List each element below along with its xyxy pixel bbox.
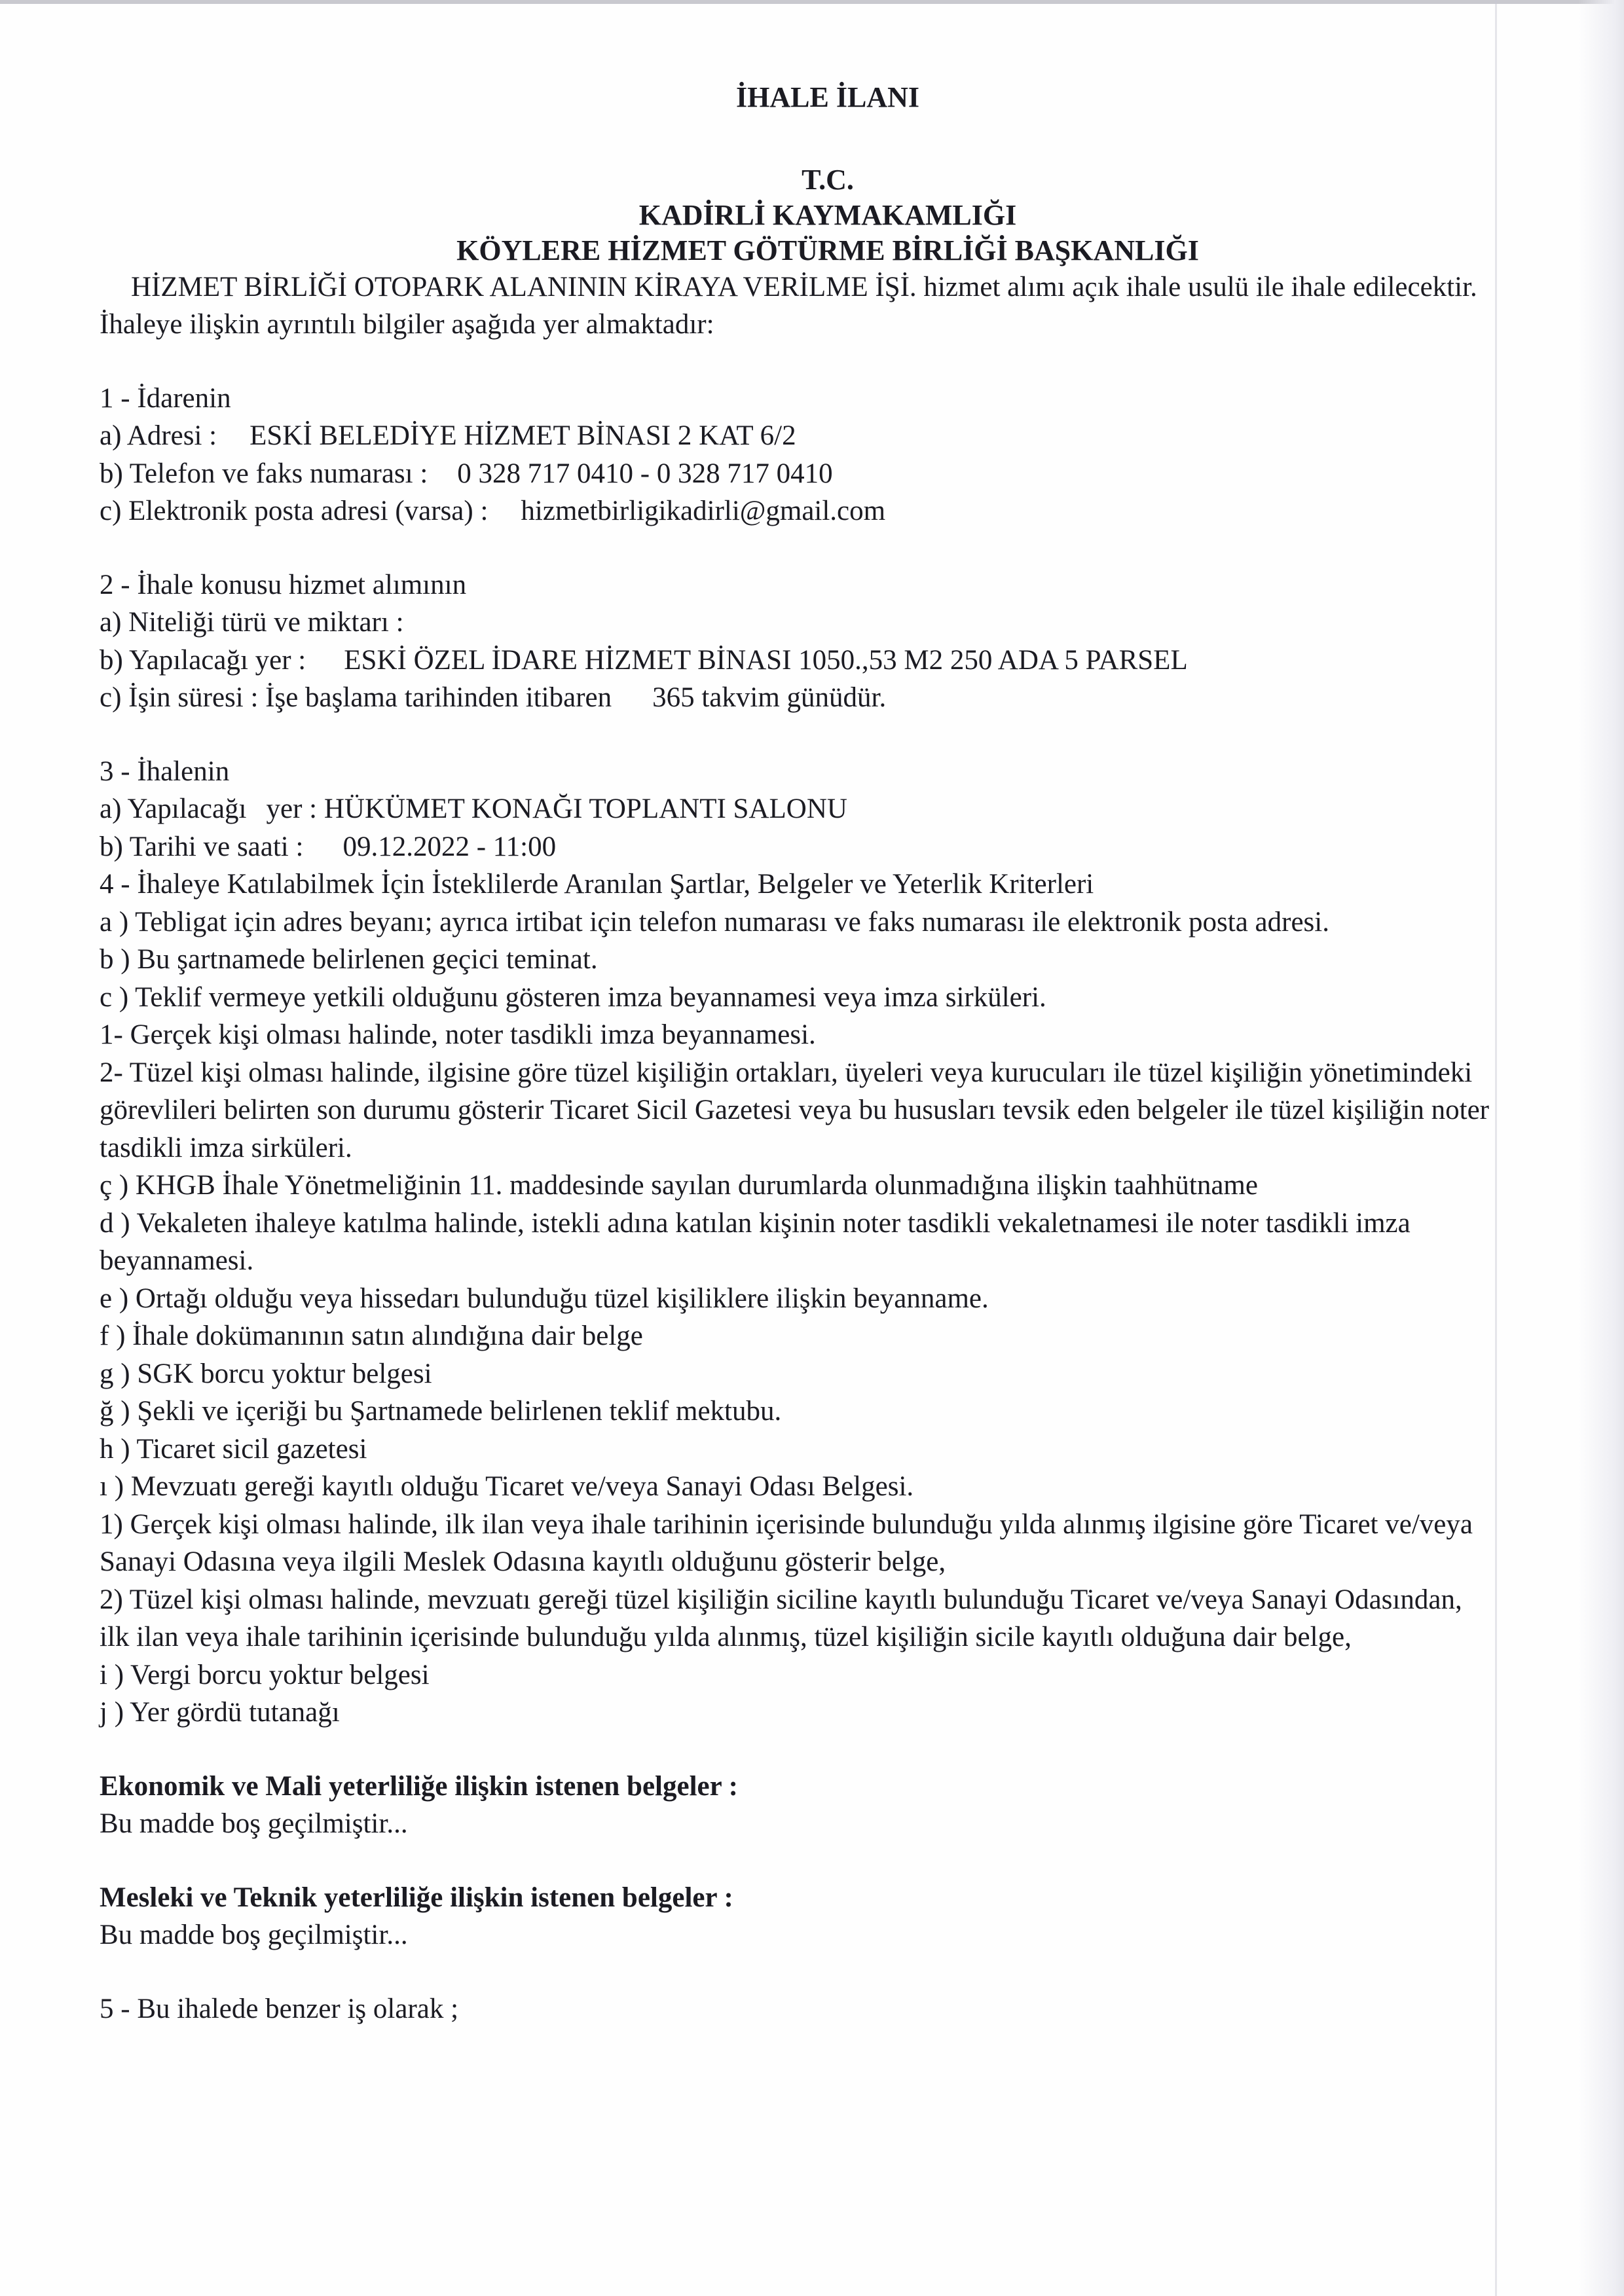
ihale-tarih-row — [100, 828, 1494, 866]
hizmet-yer-row — [100, 642, 1494, 680]
ekonomik-text: Bu madde boş geçilmiştir... — [100, 1808, 408, 1839]
idare-address-value: ESKİ BELEDİYE HİZMET BİNASI 2 KAT 6/2 — [249, 420, 796, 451]
kriter-item: d ) Vekaleten ihaleye katılma halinde, istekli adına katılan kişinin noter tasdikli vekaletnamesi ile noter tasdikli imza beyannamesi. — [100, 1207, 1411, 1276]
benzer-is-heading: 5 - Bu ihalede benzer iş olarak ; — [100, 1993, 459, 2024]
idare-email-label: c) Elektronik posta adresi (varsa) : — [100, 496, 489, 526]
ihale-yer-label: a) Yapılacağı — [100, 793, 247, 824]
section-ihale — [100, 753, 1494, 866]
idare-phone-value: 0 328 717 0410 - 0 328 717 0410 — [457, 458, 833, 489]
kriter-item: ç ) KHGB İhale Yönetmeliğinin 11. maddesinde sayılan durumlarda olunmadığına ilişkin taahhütname — [100, 1170, 1258, 1201]
section-teknik — [100, 1879, 1494, 1954]
ihale-yer-row — [100, 790, 1494, 828]
header-kaymakamlik: KADİRLİ KAYMAKAMLIĞI — [638, 198, 1017, 231]
ekonomik-heading: Ekonomik ve Mali yeterliliğe ilişkin istenen belgeler : — [100, 1770, 738, 1802]
idare-phone-row — [100, 455, 1494, 493]
document-title: İHALE İLANI — [736, 81, 919, 113]
kriter-item: 1) Gerçek kişi olması halinde, ilk ilan veya ihale tarihinin içerisinde bulunduğu yılda alınmış ilgisine göre Ticaret ve/veya Sanayi Odasına veya ilgili Meslek Odasına kayıtlı olduğunu gösterir belge, — [100, 1508, 1473, 1577]
kriter-item: 1- Gerçek kişi olması halinde, noter tasdikli imza beyannamesi. — [100, 1019, 816, 1050]
section-idare-heading: 1 - İdarenin — [100, 382, 231, 414]
section-benzer-is — [100, 1990, 1494, 2028]
idare-address-label: a) Adresi : — [100, 420, 217, 451]
idare-phone-label: b) Telefon ve faks numarası : — [100, 458, 428, 489]
kriter-item: g ) SGK borcu yoktur belgesi — [100, 1358, 432, 1389]
kriter-item: e ) Ortağı olduğu veya hissedarı bulunduğu tüzel kişiliklere ilişkin beyanname. — [100, 1283, 989, 1314]
kriter-item: i ) Vergi borcu yoktur belgesi — [100, 1659, 430, 1690]
ihale-tarih-value: 09.12.2022 - 11:00 — [342, 831, 557, 862]
idare-address-row — [100, 417, 1494, 455]
ihale-tarih-label: b) Tarihi ve saati : — [100, 831, 304, 862]
ihale-yer-value: yer : HÜKÜMET KONAĞI TOPLANTI SALONU — [266, 793, 847, 824]
kriter-item: 2- Tüzel kişi olması halinde, ilgisine göre tüzel kişiliğin ortakları, üyeleri veya kurucuları ile tüzel kişiliğin yönetimindeki görevlileri belirten son durumu gösterir Ticaret Sicil Gazetesi veya bu hususları tevsik eden belgeler ile tüzel kişiliğin noter tasdikli imza sirküleri. — [100, 1057, 1489, 1163]
kriter-item: h ) Ticaret sicil gazetesi — [100, 1433, 367, 1465]
kriter-item: b ) Bu şartnamede belirlenen geçici teminat. — [100, 944, 598, 975]
section-ihale-heading: 3 - İhalenin — [100, 756, 230, 787]
section-idare — [100, 380, 1494, 530]
section-hizmet — [100, 566, 1494, 717]
hizmet-sure-row — [100, 679, 1494, 717]
section-ekonomik — [100, 1768, 1494, 1843]
teknik-text: Bu madde boş geçilmiştir... — [100, 1920, 408, 1950]
kriter-item: 2) Tüzel kişi olması halinde, mevzuatı gereği tüzel kişiliğin siciline kayıtlı bulunduğu Ticaret ve/veya Sanayi Odasından, ilk ilan veya ihale tarihinin içerisinde bulunduğu yılda alınmış, tüzel kişiliğin sicile kayıtlı olduğuna dair belge, — [100, 1584, 1462, 1652]
header-tc: T.C. — [802, 163, 854, 196]
scan-right-edge — [1578, 0, 1624, 2296]
kriter-item: ğ ) Şekli ve içeriği bu Şartnamede belirlenen teklif mektubu. — [100, 1396, 782, 1427]
idare-email-row — [100, 492, 1494, 530]
teknik-heading: Mesleki ve Teknik yeterliliğe ilişkin istenen belgeler : — [100, 1882, 733, 1913]
hizmet-nitelik-row: a) Niteliği türü ve miktarı : — [100, 607, 404, 638]
kriter-item: ı ) Mevzuatı gereği kayıtlı olduğu Ticaret ve/veya Sanayi Odası Belgesi. — [100, 1471, 914, 1502]
kriter-item: c ) Teklif vermeye yetkili olduğunu gösteren imza beyannamesi veya imza sirküleri. — [100, 981, 1046, 1013]
hizmet-yer-label: b) Yapılacağı yer : — [100, 644, 306, 676]
idare-email-value: hizmetbirligikadirli@gmail.com — [521, 496, 886, 526]
hizmet-sure-value: 365 takvim günüdür. — [652, 682, 887, 713]
hizmet-yer-value: ESKİ ÖZEL İDARE HİZMET BİNASI 1050.,53 M2 250 ADA 5 PARSEL — [344, 644, 1188, 676]
kriter-item: j ) Yer gördü tutanağı — [100, 1697, 340, 1728]
intro-paragraph: HİZMET BİRLİĞİ OTOPARK ALANININ KİRAYA VERİLME İŞİ. hizmet alımı açık ihale usulü ile ihale edilecektir. İhaleye ilişkin ayrıntılı bilgiler aşağıda yer almaktadır: — [100, 271, 1477, 340]
section-kriterler — [100, 866, 1494, 1732]
section-kriterler-heading: 4 - İhaleye Katılabilmek İçin İsteklilerde Aranılan Şartlar, Belgeler ve Yeterlik Kriterleri — [100, 869, 1094, 900]
header-birlik: KÖYLERE HİZMET GÖTÜRME BİRLİĞİ BAŞKANLIĞI — [456, 234, 1199, 266]
scan-fold-line — [1495, 0, 1497, 2296]
hizmet-sure-label: c) İşin süresi : İşe başlama tarihinden itibaren — [100, 682, 612, 713]
section-hizmet-heading: 2 - İhale konusu hizmet alımının — [100, 569, 467, 600]
kriter-item: a ) Tebligat için adres beyanı; ayrıca irtibat için telefon numarası ve faks numarası ile elektronik posta adresi. — [100, 906, 1329, 938]
scan-top-edge — [0, 0, 1624, 4]
document-body — [100, 79, 1494, 2028]
kriter-item: f ) İhale dokümanının satın alındığına dair belge — [100, 1321, 643, 1351]
